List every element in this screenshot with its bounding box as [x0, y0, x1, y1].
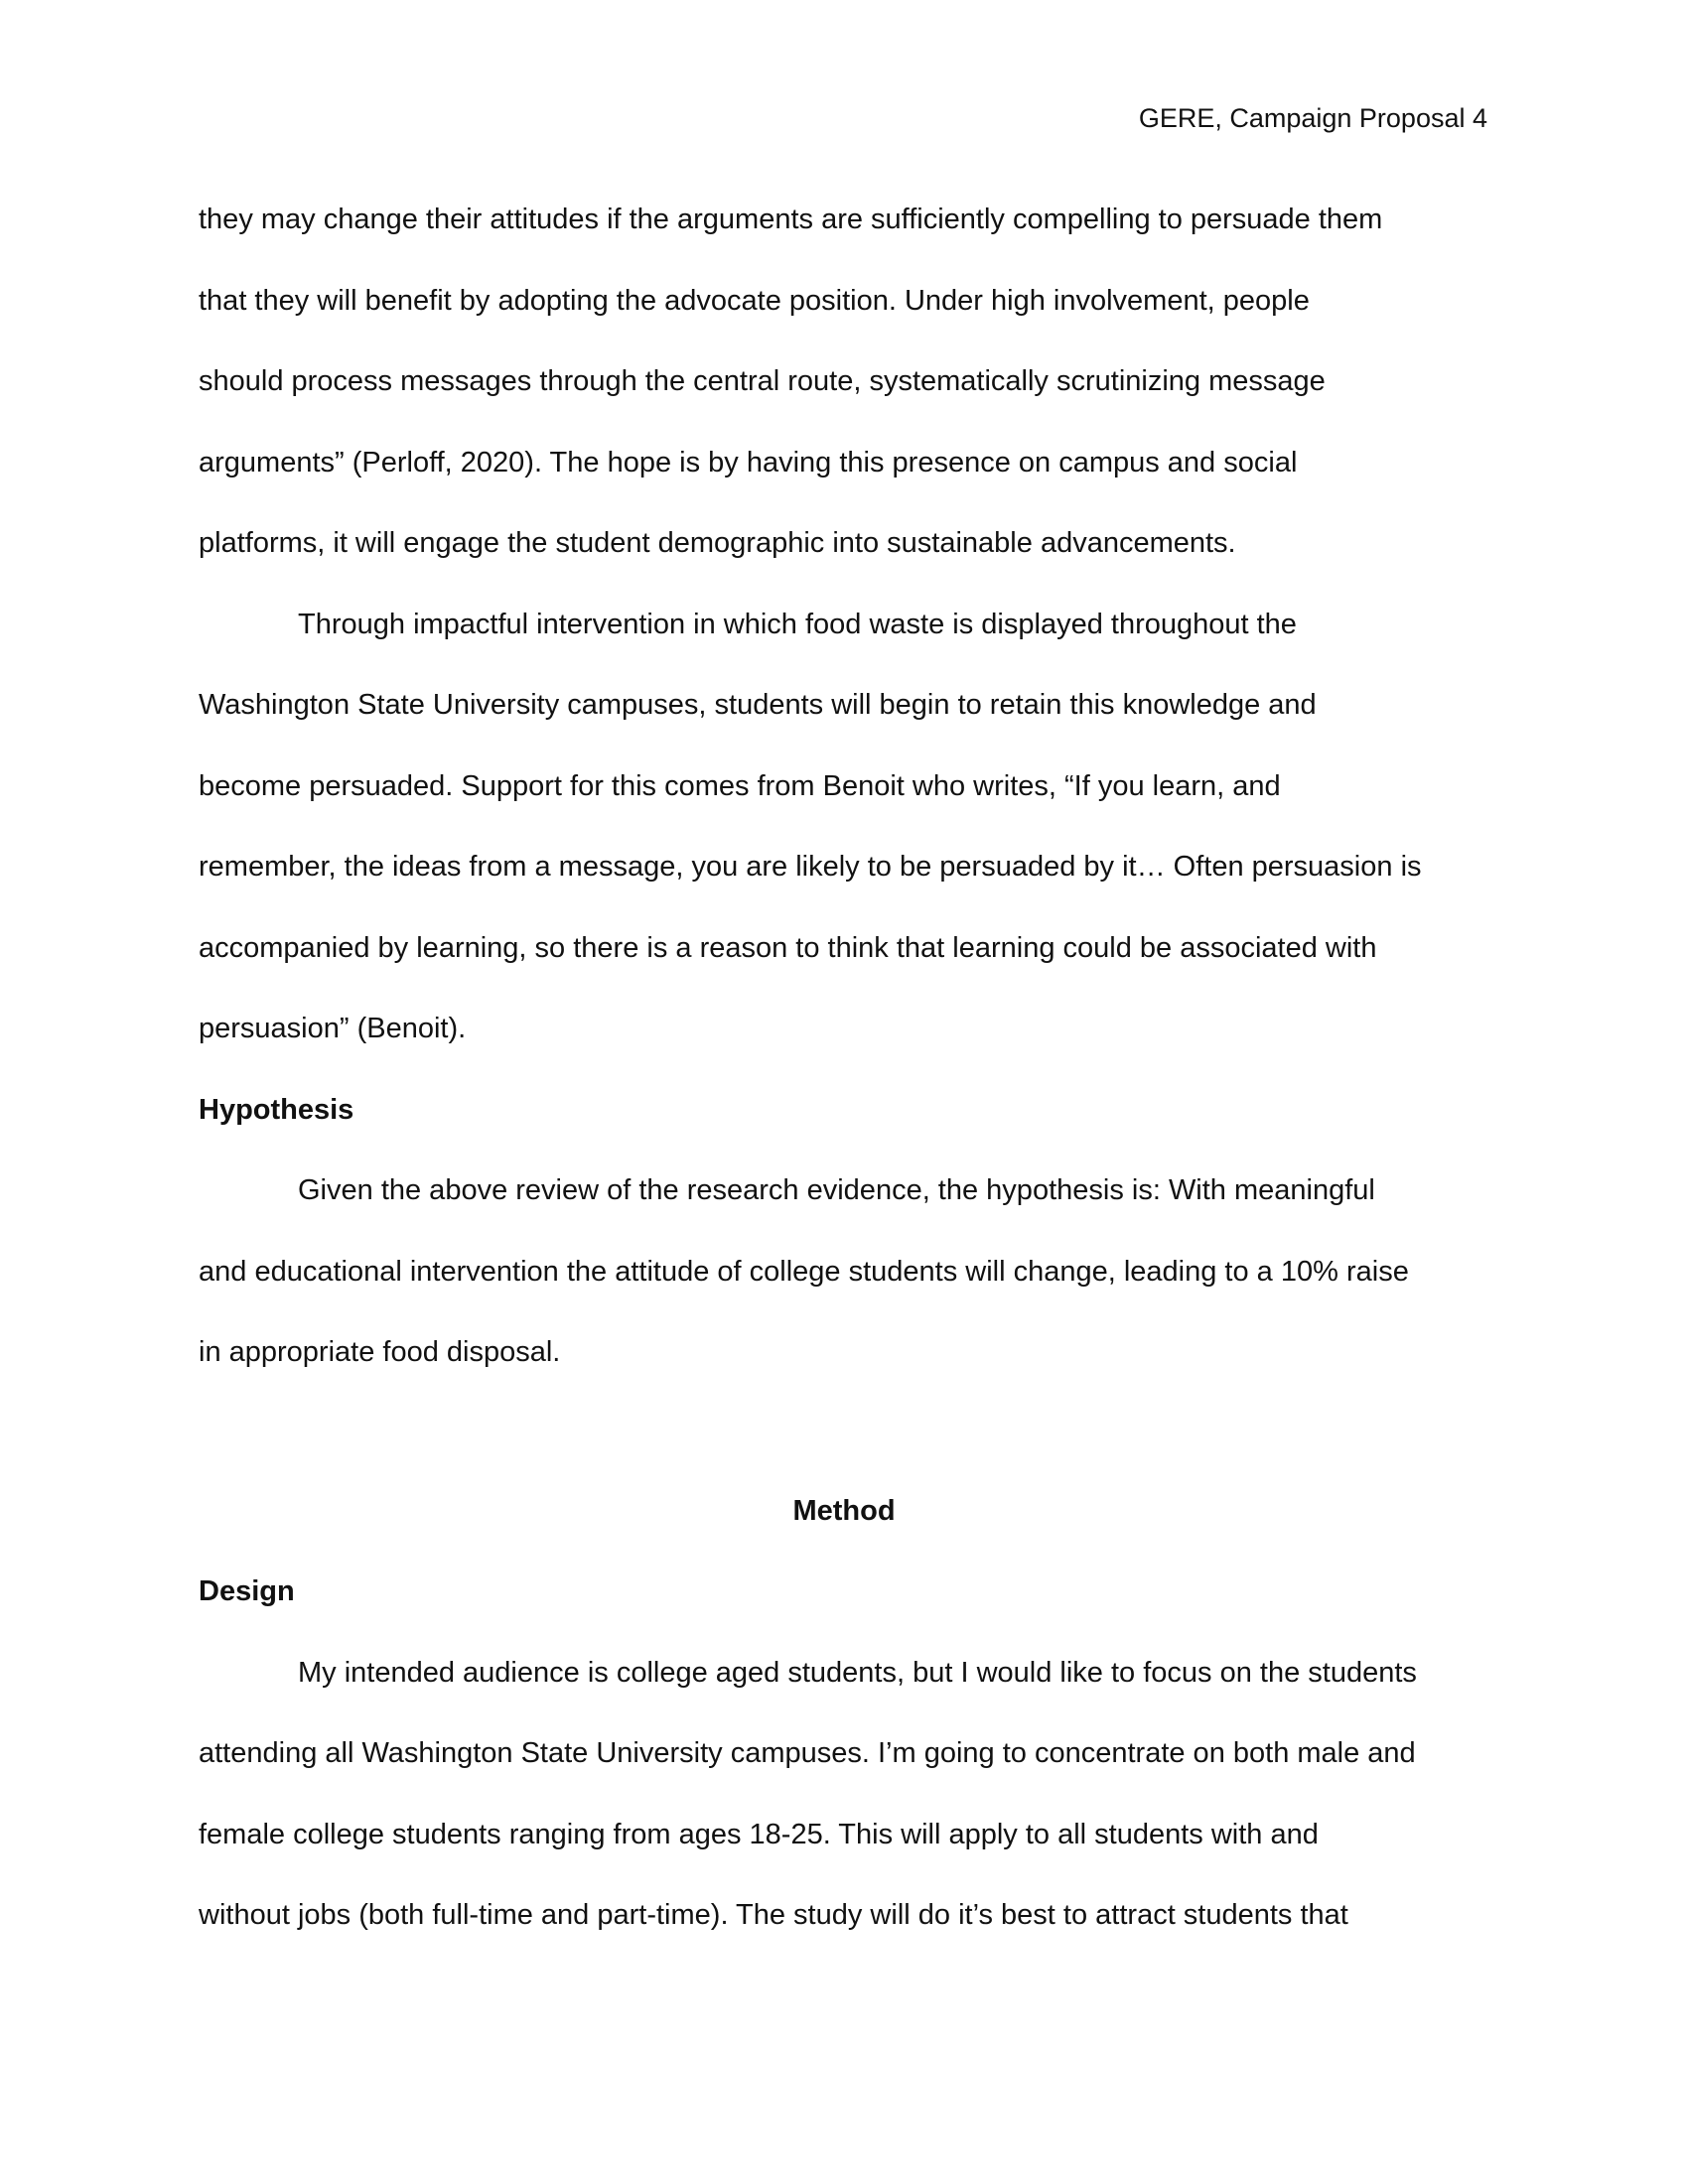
paragraph-line: they may change their attitudes if the arguments are sufficiently compelling to persuade them	[199, 204, 1383, 235]
paragraph-line: attending all Washington State University campuses. I’m going to concentrate on both male and	[199, 1737, 1416, 1769]
body-text-upper	[199, 202, 1489, 1416]
paragraph-line: and educational intervention the attitude of college students will change, leading to a 10% raise	[199, 1255, 1409, 1288]
paragraph-line: without jobs (both full-time and part-time). The study will do it’s best to attract students that	[199, 1899, 1348, 1931]
design-heading: Design	[199, 1575, 295, 1607]
paragraph-line: become persuaded. Support for this comes from Benoit who writes, “If you learn, and	[199, 769, 1281, 802]
paragraph-line: Given the above review of the research evidence, the hypothesis is: With meaningful	[298, 1174, 1375, 1206]
paragraph-line: My intended audience is college aged students, but I would like to focus on the students	[298, 1656, 1417, 1689]
paragraph-line: that they will benefit by adopting the advocate position. Under high involvement, people	[199, 284, 1310, 317]
hypothesis-heading: Hypothesis	[199, 1093, 354, 1126]
paragraph-line: arguments” (Perloff, 2020). The hope is by having this presence on campus and social	[199, 446, 1298, 478]
body-text-lower	[199, 1573, 1489, 1979]
paragraph-line: female college students ranging from ages 18-25. This will apply to all students with and	[199, 1818, 1319, 1850]
paragraph-line: persuasion” (Benoit).	[199, 1013, 467, 1044]
method-heading: Method	[792, 1495, 896, 1527]
paragraph-line: accompanied by learning, so there is a reason to think that learning could be associated with	[199, 931, 1377, 964]
paragraph-line: in appropriate food disposal.	[199, 1336, 561, 1368]
paragraph-line: platforms, it will engage the student demographic into sustainable advancements.	[199, 527, 1236, 559]
paragraph-line: Through impactful intervention in which food waste is displayed throughout the	[298, 608, 1297, 640]
paragraph-line: Washington State University campuses, students will begin to retain this knowledge and	[199, 689, 1317, 721]
paragraph-line: should process messages through the central route, systematically scrutinizing message	[199, 365, 1326, 397]
running-head: GERE, Campaign Proposal 4	[1138, 103, 1487, 133]
paragraph-line: remember, the ideas from a message, you are likely to be persuaded by it… Often persuasion is	[199, 851, 1422, 883]
